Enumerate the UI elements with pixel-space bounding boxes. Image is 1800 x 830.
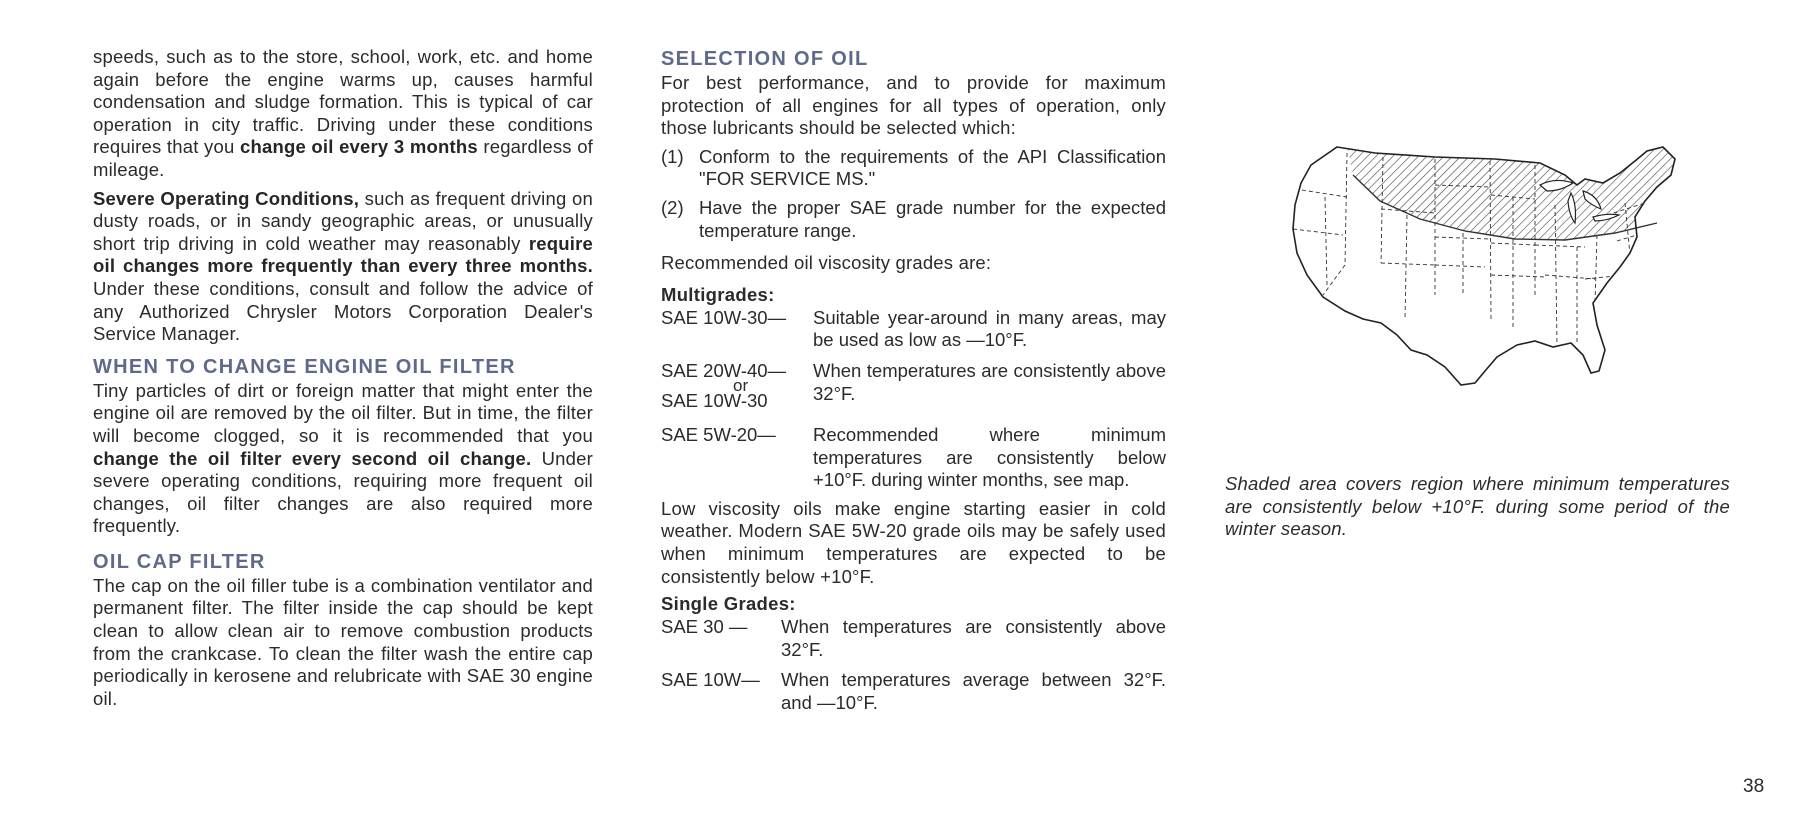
list-text: Conform to the requirements of the API Classification "FOR SERVICE MS." (699, 145, 1166, 190)
subheading-multigrades: Multigrades: (661, 283, 775, 305)
list-item (661, 197, 1166, 242)
paragraph-oil-cap: The cap on the oil filler tube is a combination ventilator and permanent filter. The filter inside the cap should be kept clean to allow clean air to remove combustion products from the crankcase. To clean the filter wash the entire cap periodically in kerosene and relubricate with SAE 30 engine oil. (93, 574, 593, 709)
list-item (661, 146, 1166, 191)
paragraph-intro: For best performance, and to provide for maximum protection of all engines for all types of operation, only those lubricants should be selected which: (661, 72, 1166, 139)
grade-code: SAE 5W-20— (661, 423, 776, 445)
grade-row (661, 424, 1166, 492)
heading-selection-of-oil: SELECTION OF OIL (661, 48, 869, 70)
left-column (93, 46, 593, 710)
paragraph-text: Tiny particles of dirt or foreign matter that might enter the engine oil are removed by the oil filter. But in time, the filter will become clogged, so it is recommended that you (93, 379, 593, 446)
paragraph-short-trips (93, 46, 593, 182)
list-number: (2) (661, 196, 684, 218)
paragraph-text: regardless of mileage. (93, 136, 594, 180)
paragraph-severe-conditions (93, 188, 593, 346)
grade-description: When temperatures are consistently above 32°F. (813, 359, 1166, 404)
grade-code: SAE 30 — (661, 616, 748, 638)
bold-text: Severe Operating Conditions, (93, 187, 360, 209)
us-temperature-map (1285, 145, 1705, 410)
grade-description: Recommended where minimum temperatures are consistently below +10°F. during winter months, see map. (813, 423, 1166, 491)
grade-or: or (733, 375, 749, 395)
paragraph-oil-filter (93, 380, 593, 538)
grade-row (661, 360, 1166, 412)
grade-code: SAE 10W— (661, 669, 760, 691)
paragraph-text: Under these conditions, consult and follow the advice of any Authorized Chrysler Motors Corporation Dealer's Service Manager. (93, 277, 593, 345)
paragraph-recommended: Recommended oil viscosity grades are: (661, 252, 992, 274)
shaded-region (1347, 145, 1685, 240)
grade-code: SAE 20W-40— (661, 359, 787, 381)
paragraph-low-viscosity: Low viscosity oils make engine starting easier in cold weather. Modern SAE 5W-20 grade oils may be safely used when minimum temperatures are expected to be consistently below +10°F. (661, 497, 1166, 587)
subheading-single-grades: Single Grades: (661, 593, 796, 615)
page-number: 38 (1743, 776, 1765, 797)
paragraph-text: Under severe operating conditions, requiring more frequent oil changes, oil filter changes are also required more frequently. (93, 447, 594, 537)
grade-description: Suitable year-around in many areas, may be used as low as —10°F. (813, 306, 1166, 351)
grade-row (661, 616, 1166, 661)
grade-description: When temperatures are consistently above 32°F. (781, 616, 1166, 660)
grade-code: SAE 10W-30— (661, 306, 787, 328)
map-caption: Shaded area covers region where minimum temperatures are consistently below +10°F. during some period of the winter season. (1225, 473, 1730, 540)
bold-text: change the oil filter every second oil change. (93, 447, 532, 469)
grade-row (661, 669, 1166, 714)
list-text: Have the proper SAE grade number for the expected temperature range. (699, 196, 1166, 241)
paragraph-text: such as frequent driving on dusty roads, or in sandy geographic areas, or unusually short trip driving in cold weather may reasonably (93, 187, 593, 254)
bold-text: require oil changes more frequently than every three months. (93, 232, 593, 277)
paragraph-text: speeds, such as to the store, school, work, etc. and home again before the engine warms up, causes harmful condensation and sludge formation. This is typical of car operation in city traffic. Driving under these conditions requires that you (93, 46, 593, 158)
middle-column (661, 46, 1166, 714)
bold-text: change oil every 3 months (239, 136, 478, 158)
grade-code: SAE 10W-30 (661, 389, 768, 411)
list-number: (1) (661, 145, 684, 167)
grade-row (661, 307, 1166, 352)
grade-description: When temperatures average between 32°F. and —10°F. (781, 669, 1166, 713)
heading-oil-cap-filter: OIL CAP FILTER (93, 550, 266, 573)
heading-change-filter: WHEN TO CHANGE ENGINE OIL FILTER (93, 355, 516, 378)
